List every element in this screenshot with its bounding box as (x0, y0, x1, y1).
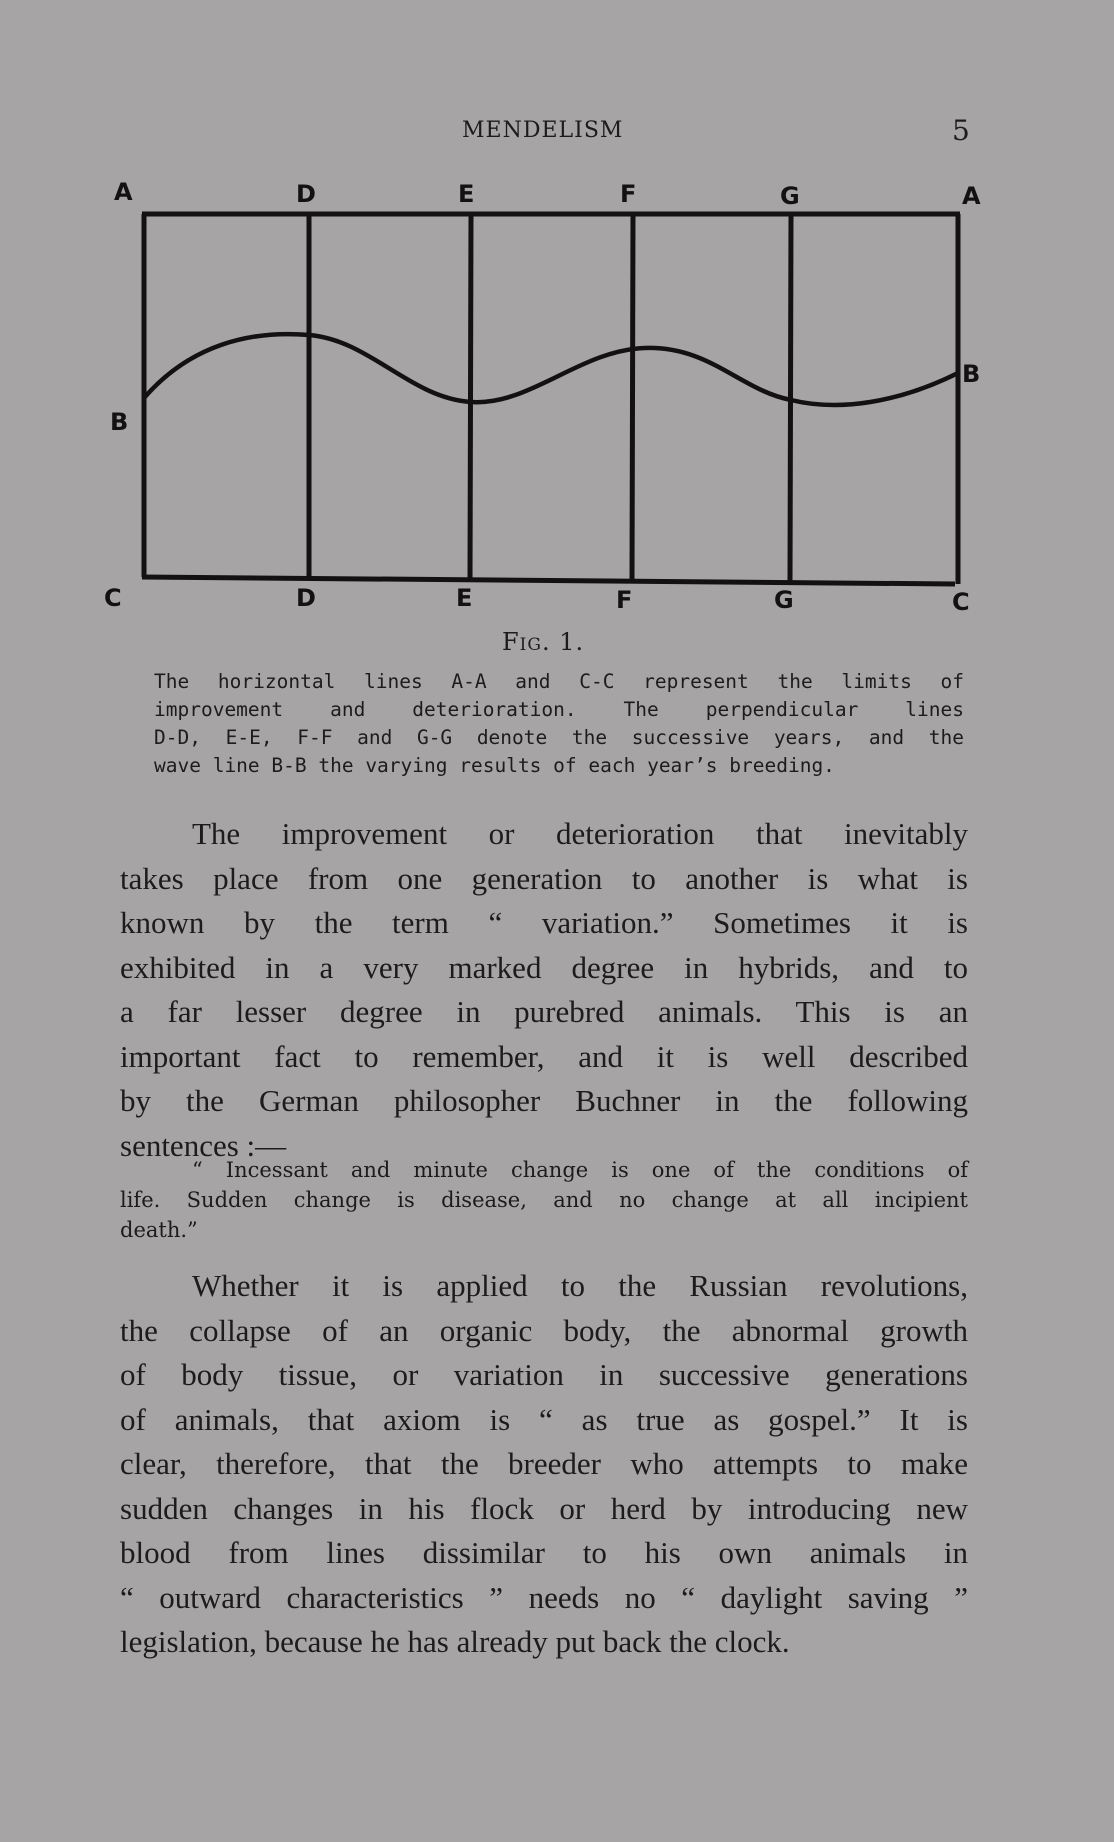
page-header (0, 114, 1114, 158)
text-line: of body tissue, or variation in successive generations (120, 1357, 968, 1392)
figure-diagram (100, 170, 1000, 640)
line-e-e (470, 214, 471, 580)
caption-line: D-D, E-E, F-F and G-G denote the successive years, and the (154, 726, 964, 749)
text-line: blood from lines dissimilar to his own animals in (120, 1535, 968, 1570)
wave-line-b-b (144, 334, 958, 405)
page-number: 5 (952, 114, 970, 147)
label-bottom-c-right: C (952, 588, 970, 616)
label-top-a-left: A (114, 178, 133, 206)
text-line: sentences :— (120, 1127, 287, 1163)
text-line: sudden changes in his flock or herd by introducing new (120, 1490, 968, 1526)
text-line: legislation, because he has already put back the clock. (120, 1624, 790, 1659)
line-c-c (142, 577, 955, 584)
figure-1 (100, 170, 1000, 640)
figure-caption (154, 668, 964, 780)
quote-line: death.” (120, 1218, 198, 1242)
text-line: “ outward characteristics ” needs no “ daylight saving ” (120, 1579, 968, 1615)
text-line: The improvement or deterioration that inevitably (192, 816, 968, 851)
text-line: takes place from one generation to another is what is (120, 860, 968, 896)
label-top-d: D (296, 180, 316, 208)
text-line: exhibited in a very marked degree in hybrids, and to (120, 949, 968, 985)
text-line: known by the term “ variation.” Sometimes it is (120, 905, 968, 940)
text-line: by the German philosopher Buchner in the following (120, 1083, 968, 1118)
running-title: MENDELISM (462, 118, 624, 143)
buchner-quote (120, 1155, 968, 1245)
line-f-f (632, 214, 633, 581)
caption-line: wave line B-B the varying results of each year’s breeding. (154, 754, 835, 777)
label-bottom-c-left: C (104, 584, 122, 612)
label-bottom-g: G (774, 586, 794, 614)
text-line: the collapse of an organic body, the abnormal growth (120, 1312, 968, 1348)
text-line: clear, therefore, that the breeder who attempts to make (120, 1446, 968, 1481)
label-left-b: B (110, 408, 129, 436)
label-bottom-f: F (616, 586, 633, 614)
label-top-e: E (458, 180, 475, 208)
label-bottom-d: D (296, 584, 316, 612)
label-top-a-right: A (962, 182, 981, 210)
text-line: Whether it is applied to the Russian revolutions, (192, 1268, 968, 1303)
text-line: important fact to remember, and it is well described (120, 1038, 968, 1074)
paragraph-axiom (120, 1264, 968, 1665)
label-top-f: F (620, 180, 637, 208)
label-bottom-e: E (456, 584, 473, 612)
quote-line: “ Incessant and minute change is one of the conditions of (192, 1158, 968, 1182)
label-right-b: B (962, 360, 981, 388)
text-line: a far lesser degree in purebred animals. This is an (120, 994, 968, 1029)
quote-line: life. Sudden change is disease, and no change at all incipient (120, 1188, 968, 1212)
figure-title: Fig. 1. (502, 628, 585, 656)
text-line: of animals, that axiom is “ as true as gospel.” It is (120, 1401, 968, 1437)
paragraph-variation (120, 812, 968, 1168)
caption-line: improvement and deterioration. The perpendicular lines (154, 698, 964, 721)
caption-line: The horizontal lines A-A and C-C represent the limits of (154, 670, 964, 693)
label-top-g: G (780, 182, 800, 210)
